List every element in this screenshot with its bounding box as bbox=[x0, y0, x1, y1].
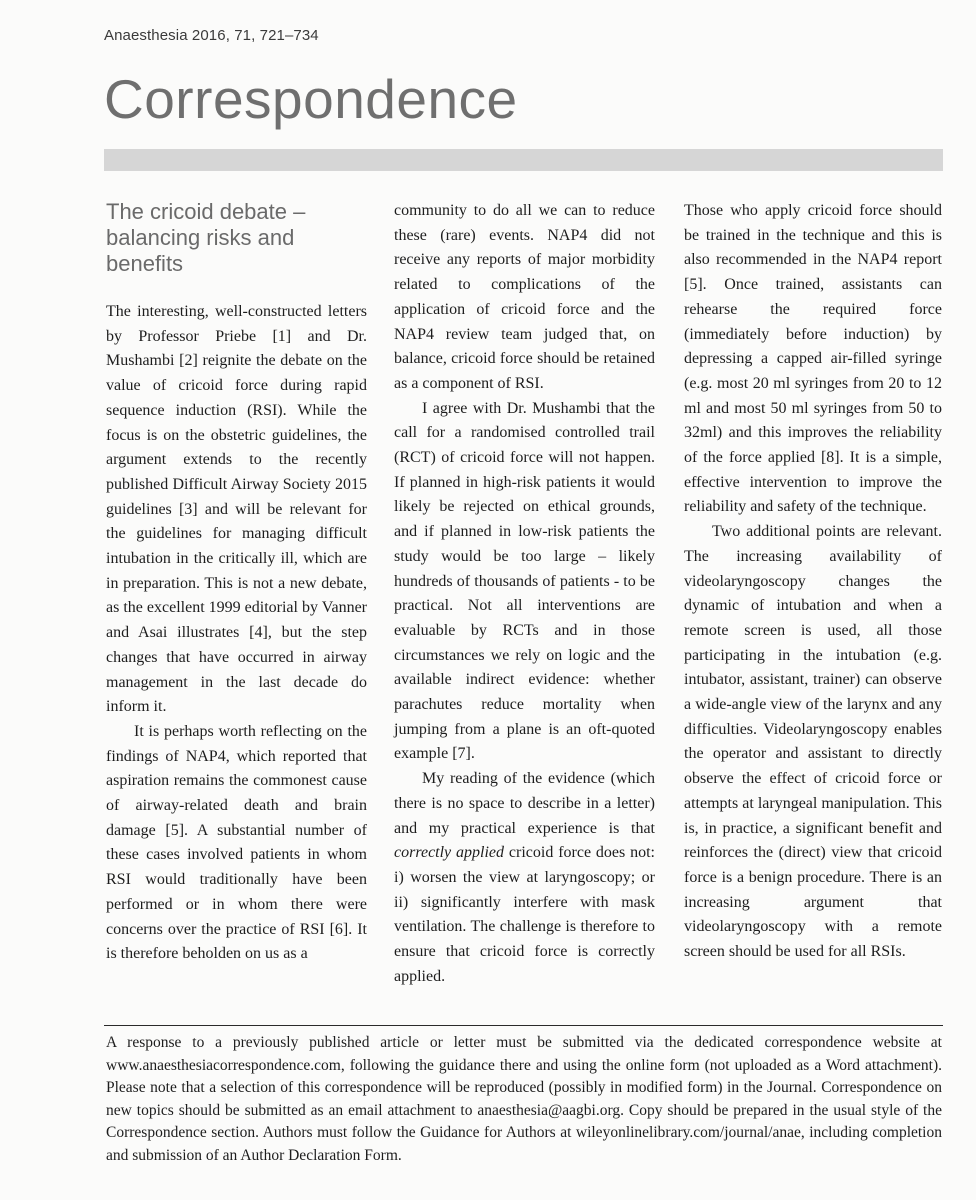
title-band bbox=[104, 149, 943, 171]
running-head: Anaesthesia 2016, 71, 721–734 bbox=[104, 27, 319, 44]
paragraph: I agree with Dr. Mushambi that the call for a randomised controlled trail (RCT) of cricoid force will not happen. If planned in high-risk patients it would likely be rejected on ethical grounds, and if planned in low-risk patients the study would be too large – likely hundreds of thousands of patients - to be practical. Not all interventions are evaluable by RCTs and in those circumstances we rely on logic and the available indirect evidence: whether parachutes reduce mortality when jumping from a plane is an oft-quoted example [7]. bbox=[394, 399, 655, 763]
article-title: The cricoid debate – balancing risks and benefits bbox=[106, 199, 306, 276]
correspondence-note: A response to a previously published article or letter must be submitted via the dedicated correspondence website at www.anaesthesiacorrespondence.com, following the guidance there and using the online form (not uploaded as a Word attachment). Please note that a selection of this correspondence will be reproduced (possibly in modified form) in the Journal. Correspondence on new topics should be submitted as an email attachment to anaesthesia@aagbi.org. Copy should be prepared in the usual style of the Correspondence section. Authors must follow the Guidance for Authors at wileyonlinelibrary.com/journal/anae, including completion and submission of an Author Declaration Form. bbox=[106, 1034, 942, 1164]
column-2 bbox=[394, 199, 655, 990]
footer-rule bbox=[104, 1025, 943, 1026]
emphasis-text: correctly applied bbox=[394, 844, 505, 862]
paragraph bbox=[394, 767, 655, 989]
paragraph-text: cricoid force does not: i) worsen the view at laryngoscopy; or ii) significantly interfere with mask ventilation. The challenge is therefore to ensure that cricoid force is correctly applied. bbox=[394, 844, 656, 985]
paragraph-text: My reading of the evidence (which there is no space to describe in a letter) and my practical experience is that bbox=[394, 770, 655, 837]
column-1 bbox=[106, 199, 367, 967]
column-3 bbox=[684, 199, 942, 965]
section-title: Correspondence bbox=[104, 68, 518, 130]
paragraph: Two additional points are relevant. The increasing availability of videolaryngoscopy changes the dynamic of intubation and when a remote screen is used, all those participating in the intubation (e.g. intubator, assistant, trainer) can observe a wide-angle view of the larynx and any difficulties. Videolaryngoscopy enables the operator and assistant to directly observe the effect of cricoid force or attempts at laryngeal manipulation. This is, in practice, a significant benefit and reinforces the (direct) view that cricoid force is a benign procedure. There is an increasing argument that videolaryngoscopy with a remote screen should be used for all RSIs. bbox=[684, 523, 942, 961]
paragraph: The interesting, well-constructed letters by Professor Priebe [1] and Dr. Mushambi [2] reignite the debate on the value of cricoid force during rapid sequence induction (RSI). While the focus is on the obstetric guidelines, the argument extends to the recently published Difficult Airway Society 2015 guidelines [3] and will be relevant for the guidelines for managing difficult intubation in the critically ill, which are in preparation. This is not a new debate, as the excellent 1999 editorial by Vanner and Asai illustrates [4], but the step changes that have occurred in airway management in the last decade do inform it. bbox=[106, 303, 367, 716]
paragraph: Those who apply cricoid force should be trained in the technique and this is also recommended in the NAP4 report [5]. Once trained, assistants can rehearse the required force (immediately before induction) by depressing a capped air-filled syringe (e.g. most 20 ml syringes from 20 to 12 ml and most 50 ml syringes from 50 to 32ml) and this improves the reliability of the force applied [8]. It is a simple, effective intervention to improve the reliability and safety of the technique. bbox=[684, 202, 942, 516]
paragraph: community to do all we can to reduce these (rare) events. NAP4 did not receive any reports of major morbidity related to complications of the application of cricoid force and the NAP4 review team judged that, on balance, cricoid force should be retained as a component of RSI. bbox=[394, 202, 655, 392]
paragraph: It is perhaps worth reflecting on the findings of NAP4, which reported that aspiration remains the commonest cause of airway-related death and brain damage [5]. A substantial number of these cases involved patients in whom RSI would traditionally have been performed or in whom there were concerns over the practice of RSI [6]. It is therefore beholden on us as a bbox=[106, 722, 367, 963]
